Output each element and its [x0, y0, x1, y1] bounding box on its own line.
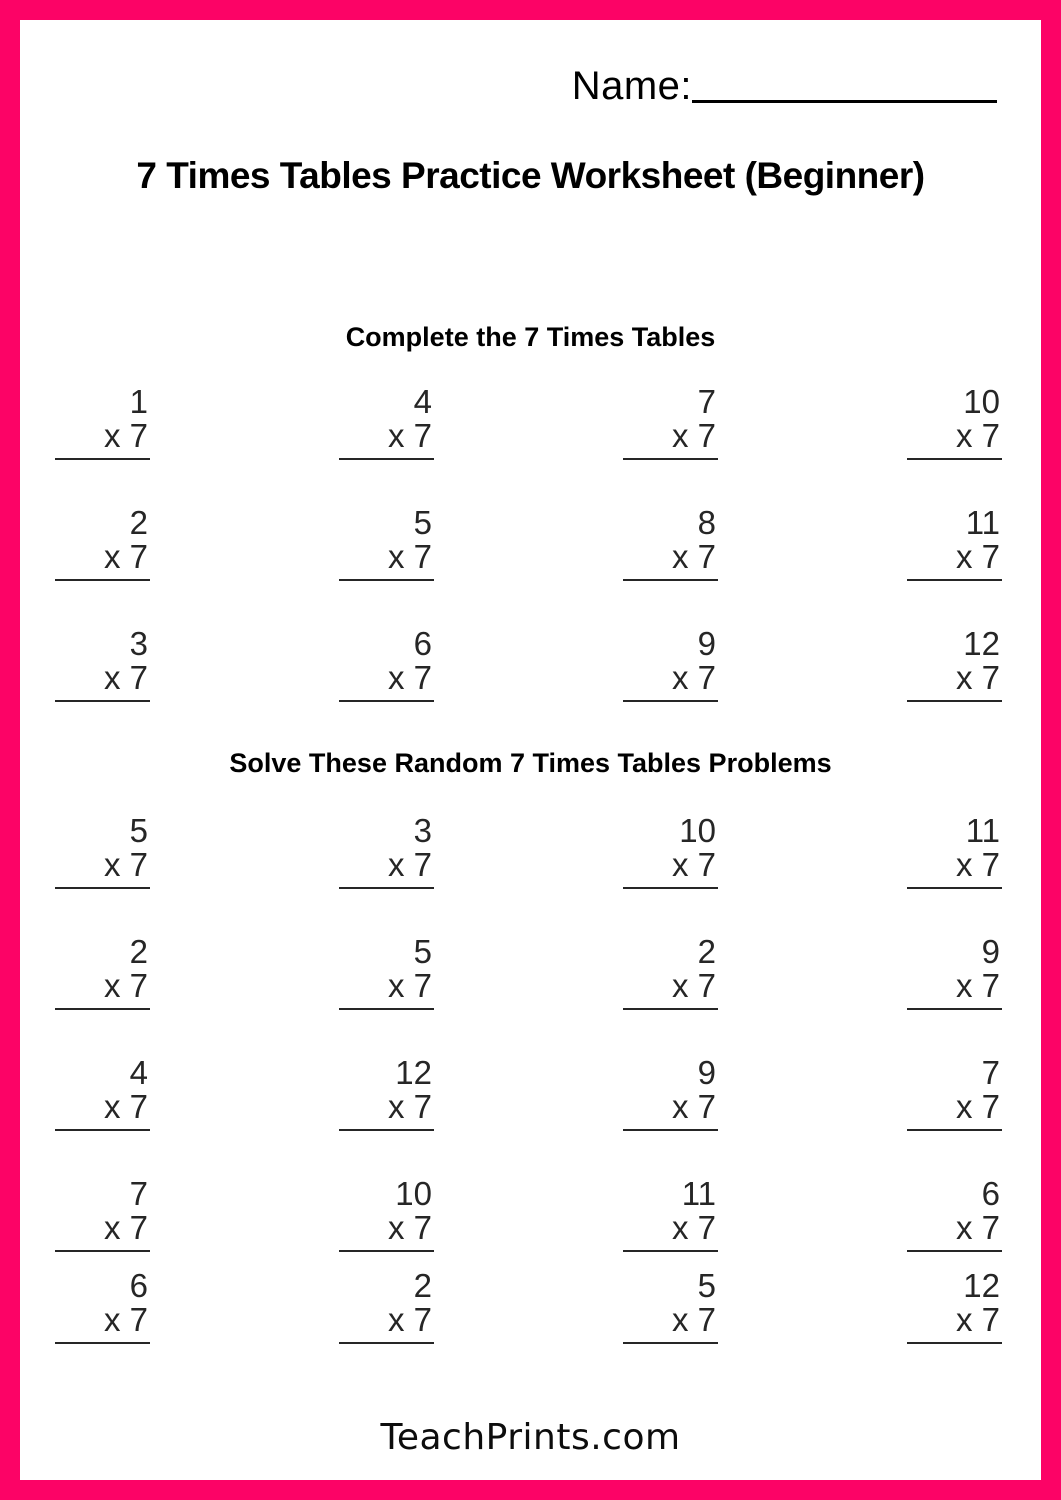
- section-1-problems: [20, 385, 1041, 702]
- problem-row: [55, 1177, 1002, 1252]
- problem: [339, 506, 434, 581]
- multiplicand: 7: [129, 1175, 148, 1212]
- page-title: 7 Times Tables Practice Worksheet (Beginner): [136, 155, 925, 196]
- problem: [55, 1269, 150, 1344]
- multiplicand: 8: [697, 504, 716, 541]
- multiplier-label: x 7: [955, 846, 1000, 883]
- problem: [623, 935, 718, 1010]
- multiplicand: 4: [129, 1054, 148, 1091]
- section-1-heading: Complete the 7 Times Tables: [345, 322, 716, 352]
- section-2-heading: Solve These Random 7 Times Tables Problems: [229, 748, 832, 778]
- multiplicand: 10: [963, 383, 1000, 420]
- multiplier-label: x 7: [103, 659, 148, 696]
- problem: [55, 1177, 150, 1252]
- multiplicand: 12: [963, 625, 1000, 662]
- section-random-problems: [20, 748, 1041, 1344]
- multiplier-label: x 7: [955, 538, 1000, 575]
- problem: [339, 935, 434, 1010]
- problem: [55, 1056, 150, 1131]
- multiplicand: 3: [129, 625, 148, 662]
- problem: [623, 1269, 718, 1344]
- problem-row: [55, 1269, 1002, 1344]
- multiplier-label: x 7: [671, 538, 716, 575]
- problem: [339, 627, 434, 702]
- multiplier-label: x 7: [103, 846, 148, 883]
- problem: [907, 1177, 1002, 1252]
- problem: [339, 1056, 434, 1131]
- problem: [55, 627, 150, 702]
- multiplicand: 6: [981, 1175, 1000, 1212]
- multiplier-label: x 7: [387, 538, 432, 575]
- multiplier-label: x 7: [955, 1088, 1000, 1125]
- footer-brand: TeachPrints.com: [380, 1417, 681, 1458]
- multiplicand: 5: [129, 812, 148, 849]
- multiplier-label: x 7: [671, 659, 716, 696]
- name-row: [20, 64, 997, 109]
- multiplier-label: x 7: [671, 1209, 716, 1246]
- section-2-problems: [20, 814, 1041, 1344]
- multiplier-label: x 7: [387, 1088, 432, 1125]
- multiplicand: 5: [413, 504, 432, 541]
- problem: [623, 1056, 718, 1131]
- multiplier-label: x 7: [103, 417, 148, 454]
- multiplicand: 5: [697, 1267, 716, 1304]
- problem: [339, 814, 434, 889]
- problem: [907, 385, 1002, 460]
- problem: [623, 506, 718, 581]
- multiplier-label: x 7: [387, 967, 432, 1004]
- multiplicand: 9: [981, 933, 1000, 970]
- problem: [339, 385, 434, 460]
- problem: [55, 935, 150, 1010]
- multiplicand: 4: [413, 383, 432, 420]
- multiplicand: 12: [395, 1054, 432, 1091]
- multiplier-label: x 7: [387, 417, 432, 454]
- multiplier-label: x 7: [103, 1209, 148, 1246]
- multiplier-label: x 7: [387, 659, 432, 696]
- multiplier-label: x 7: [103, 1301, 148, 1338]
- multiplicand: 12: [963, 1267, 1000, 1304]
- problem: [55, 385, 150, 460]
- problem: [339, 1269, 434, 1344]
- multiplier-label: x 7: [387, 1301, 432, 1338]
- section-complete-tables: [20, 322, 1041, 702]
- multiplicand: 1: [129, 383, 148, 420]
- problem-row: [55, 627, 1002, 702]
- problem: [623, 814, 718, 889]
- problem: [55, 506, 150, 581]
- multiplier-label: x 7: [387, 846, 432, 883]
- problem: [907, 1056, 1002, 1131]
- name-label: Name:: [571, 64, 692, 108]
- multiplicand: 11: [965, 504, 1000, 541]
- name-input-line[interactable]: [692, 73, 997, 103]
- problem-row: [55, 935, 1002, 1010]
- problem-row: [55, 814, 1002, 889]
- multiplier-label: x 7: [955, 1301, 1000, 1338]
- multiplier-label: x 7: [955, 417, 1000, 454]
- multiplier-label: x 7: [671, 417, 716, 454]
- multiplicand: 9: [697, 625, 716, 662]
- multiplicand: 5: [413, 933, 432, 970]
- multiplicand: 2: [129, 933, 148, 970]
- multiplicand: 11: [681, 1175, 716, 1212]
- multiplicand: 2: [697, 933, 716, 970]
- multiplier-label: x 7: [387, 1209, 432, 1246]
- multiplicand: 6: [129, 1267, 148, 1304]
- multiplicand: 10: [395, 1175, 432, 1212]
- problem: [907, 506, 1002, 581]
- problem: [623, 627, 718, 702]
- multiplier-label: x 7: [103, 538, 148, 575]
- multiplier-label: x 7: [955, 1209, 1000, 1246]
- multiplier-label: x 7: [671, 846, 716, 883]
- multiplicand: 7: [981, 1054, 1000, 1091]
- multiplier-label: x 7: [103, 1088, 148, 1125]
- problem-row: [55, 385, 1002, 460]
- multiplicand: 6: [413, 625, 432, 662]
- multiplicand: 2: [413, 1267, 432, 1304]
- problem-row: [55, 506, 1002, 581]
- multiplicand: 2: [129, 504, 148, 541]
- multiplier-label: x 7: [671, 1088, 716, 1125]
- multiplicand: 9: [697, 1054, 716, 1091]
- multiplier-label: x 7: [955, 967, 1000, 1004]
- problem: [907, 1269, 1002, 1344]
- multiplier-label: x 7: [671, 1301, 716, 1338]
- multiplier-label: x 7: [955, 659, 1000, 696]
- problem: [623, 385, 718, 460]
- problem-row: [55, 1056, 1002, 1131]
- problem: [623, 1177, 718, 1252]
- problem: [907, 627, 1002, 702]
- problem: [907, 814, 1002, 889]
- multiplier-label: x 7: [671, 967, 716, 1004]
- multiplicand: 11: [965, 812, 1000, 849]
- problem: [339, 1177, 434, 1252]
- problem: [907, 935, 1002, 1010]
- multiplicand: 10: [679, 812, 716, 849]
- problem: [55, 814, 150, 889]
- multiplicand: 7: [697, 383, 716, 420]
- multiplier-label: x 7: [103, 967, 148, 1004]
- multiplicand: 3: [413, 812, 432, 849]
